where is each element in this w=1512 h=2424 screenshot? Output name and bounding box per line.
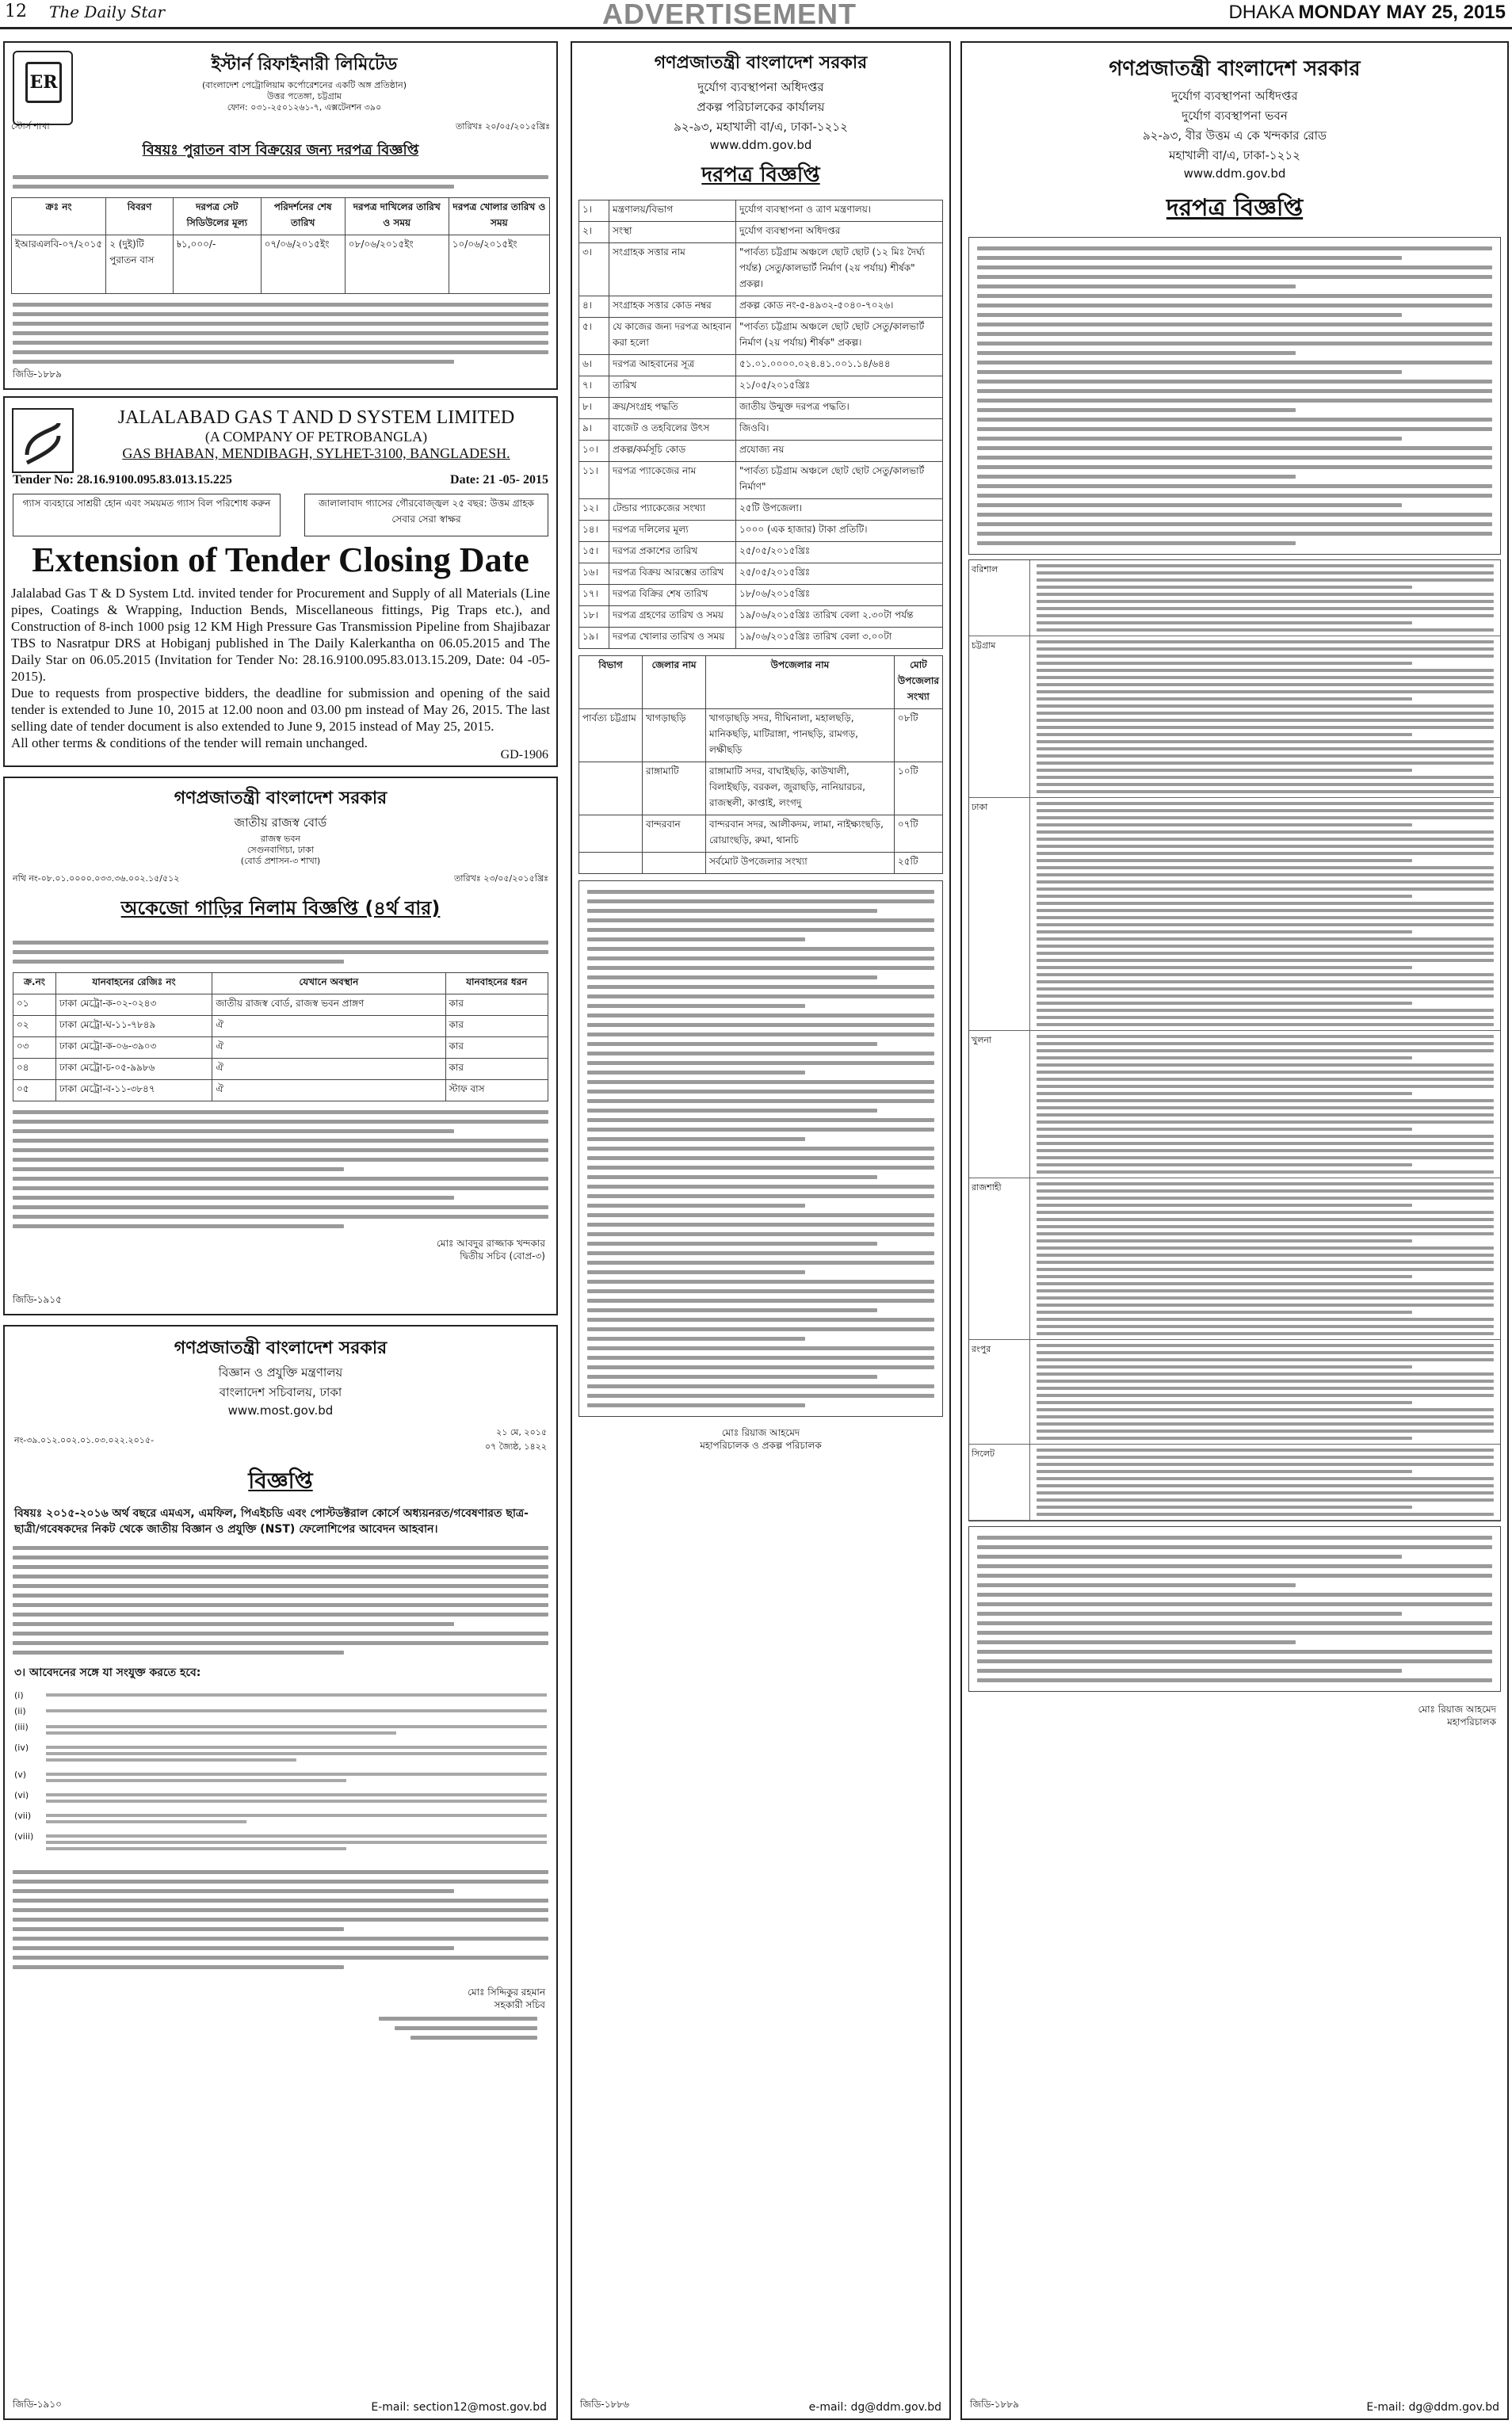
nbr-td: ঢাকা মেট্রো-ব-১১-৩৮৪৭: [55, 1080, 212, 1101]
ddm1-district-th: জেলার নাম: [643, 656, 706, 709]
most-office: বাংলাদেশ সচিবালয়, ঢাকা: [219, 1385, 342, 1399]
ddm2-division-table: [968, 559, 1501, 1521]
ddm1-cell: ৫।: [579, 318, 609, 355]
ddm1-district-cell: সর্বমোট উপজেলার সংখ্যা: [706, 853, 895, 874]
jgtd-body-1: Jalalabad Gas T & D System Ltd. invited tender for Procurement and Supply of all Materials (Line pipes, Coatings & Wrapping, Induction Bends, Miscellaneous fittings, Pig Traps etc.), and Construction of 8-inch 1000 psig 12 KM High Pressure Gas Transmission Pipeline from Shajibazar TBS to Nasratpur DRS at Hobiganj published in The Daily Kalerkantha on 06.05.2015 and The Daily Star on 06.05.2015 (Invitation for Tender No: 28.16.9100.095.83.013.15.209, Date: 04 -05- 2015).: [11, 586, 550, 684]
ddm2-division-row: [969, 1445, 1500, 1521]
ddm2-division-row: [969, 1031, 1500, 1178]
page-header: [0, 0, 1512, 29]
ddm1-district-cell: বান্দরবান সদর, আলীকদম, লামা, নাইক্ষ্যংছড়ি, রোয়াংছড়ি, রুমা, থানচি: [706, 815, 895, 853]
nbr-td: ঢাকা মেট্রো-ক-০২-০২৪৩: [55, 994, 212, 1016]
ddm1-cell: বাজেট ও তহবিলের উৎস: [609, 419, 736, 441]
ddm2-signatory-title: মহাপরিচালক: [1447, 1716, 1496, 1727]
ddm1-district-th: বিভাগ: [579, 656, 643, 709]
jgtd-tender-no: Tender No: 28.16.9100.095.83.013.15.225: [13, 473, 232, 487]
ddm1-district-cell: ২৫টি: [894, 853, 942, 874]
ddm2-title: দরপত্র বিজ্ঞপ্তি: [1166, 194, 1304, 222]
ddm1-cell: দরপত্র বিক্রির শেষ তারিখ: [609, 585, 736, 606]
nbr-signatory-title: দ্বিতীয় সচিব (বোপ্র-৩): [460, 1250, 545, 1262]
ddm1-district-cell: [579, 853, 643, 874]
nbr-th: যানবাহনের রেজিঃ নং: [55, 973, 212, 994]
jgtd-date: Date: 21 -05- 2015: [450, 473, 548, 487]
ddm1-cell: ৭।: [579, 376, 609, 398]
ddm1-district-cell: রাঙ্গামাটি সদর, বাঘাইছড়ি, কাউখালী, বিলাইছড়ি, বরকল, জুরাছড়ি, নানিয়ারচর, রাজস্থলী, কাপ্তাই, লংগদু: [706, 762, 895, 815]
ddm1-district-table: [578, 655, 943, 874]
ddm1-district-cell: ১০টি: [894, 762, 942, 815]
nbr-building: রাজস্ব ভবন: [260, 834, 301, 844]
erl-th: পরিদর্শনের শেষ তারিখ: [261, 198, 345, 235]
ddm1-cell: টেন্ডার প্যাকেজের সংখ্যা: [609, 499, 736, 521]
jgtd-body-3: All other terms & conditions of the tender will remain unchanged.: [11, 735, 368, 750]
ddm1-row: [579, 222, 943, 243]
nbr-dept: (বোর্ড প্রশাসন-৩ শাখা): [240, 856, 321, 866]
erl-th: বিবরণ: [106, 198, 174, 235]
ddm1-cell: ৮।: [579, 398, 609, 419]
ddm1-cell: ৪।: [579, 296, 609, 318]
nbr-td: ০২: [13, 1016, 56, 1037]
ddm1-website: www.ddm.gov.bd: [709, 138, 812, 152]
ddm1-district-cell: [579, 815, 643, 853]
ad-ddm-tender-1: [571, 41, 951, 2420]
ddm1-cell: জিওবি।: [736, 419, 943, 441]
ddm1-row: [579, 542, 943, 563]
ddm1-row: [579, 355, 943, 376]
ddm1-table: [578, 200, 943, 649]
nbr-th: ক্র.নং: [13, 973, 56, 994]
nbr-td: ০৪: [13, 1059, 56, 1080]
ddm1-cell: দুর্যোগ ব্যবস্থাপনা অধিদপ্তর: [736, 222, 943, 243]
ddm1-district-cell: [643, 853, 706, 874]
most-list-num: (v): [14, 1769, 27, 1780]
nbr-gov: গণপ্রজাতন্ত্রী বাংলাদেশ সরকার: [174, 788, 388, 808]
ddm1-cell: ৯।: [579, 419, 609, 441]
dateline-city: DHAKA: [1228, 2, 1293, 23]
nbr-title: অকেজো গাড়ির নিলাম বিজ্ঞপ্তি (৪র্থ বার): [120, 897, 441, 919]
ddm1-row: [579, 200, 943, 222]
nbr-td: ঢাকা মেট্রো-চ-০৫-৯৯৮৬: [55, 1059, 212, 1080]
ddm1-cell: দরপত্র বিক্রয় আরম্ভের তারিখ: [609, 563, 736, 585]
ddm1-cell: ক্রয়/সংগ্রহ পদ্ধতি: [609, 398, 736, 419]
nbr-code: জিডি-১৯১৫: [13, 1294, 62, 1305]
ddm1-cell: দরপত্র প্যাকেজের নাম: [609, 462, 736, 499]
ddm2-code: জিডি-১৮৮৯: [970, 2399, 1019, 2410]
ddm1-signatory: মোঃ রিয়াজ আহমেদ: [721, 1427, 800, 1438]
ddm1-row: [579, 628, 943, 649]
ddm1-row: [579, 606, 943, 628]
ddm1-cell: "পার্বত্য চট্টগ্রাম অঞ্চলে ছোট ছোট (১২ মিঃ দৈর্ঘ্য পর্যন্ত) সেতু/কালভার্ট নির্মাণ (২য় পর্যায়) শীর্ষক" প্রকল্প।: [736, 243, 943, 296]
erl-phone: ফোন: ০৩১-২৫০১২৬১-৭, এক্সটেনশন ৩৯০: [227, 102, 382, 113]
erl-td: ০৮/০৬/২০১৫ইং: [345, 235, 449, 294]
jgtd-title: Extension of Tender Closing Date: [32, 540, 529, 579]
ddm2-website: www.ddm.gov.bd: [1183, 166, 1286, 181]
ddm2-division-name: ঢাকা: [969, 798, 1030, 1030]
ddm2-division-name: চট্টগ্রাম: [969, 636, 1030, 797]
nbr-date: তারিখঃ ২৩/০৫/২০১৫খ্রিঃ: [453, 873, 548, 884]
ddm1-cell: ১১।: [579, 462, 609, 499]
ddm1-district-row: [579, 762, 943, 815]
ddm1-district-cell: খাগড়াছড়ি সদর, দীঘিনালা, মহালছড়ি, মানিকছড়ি, মাটিরাঙ্গা, পানছড়ি, রামগড়, লক্ষীছড়ি: [706, 709, 895, 762]
nbr-td: ঢাকা মেট্রো-ঘ-১১-৭৮৪৯: [55, 1016, 212, 1037]
ddm2-summary-table: [968, 237, 1501, 555]
most-date-2: ০৭ জ্যৈষ্ঠ, ১৪২২: [484, 1441, 547, 1452]
ddm1-row: [579, 563, 943, 585]
ddm1-district-cell: ০৭টি: [894, 815, 942, 853]
most-list-num: (i): [14, 1690, 24, 1701]
ddm1-cell: ১০।: [579, 441, 609, 462]
ddm1-cell: ১৭।: [579, 585, 609, 606]
most-ministry: বিজ্ঞান ও প্রযুক্তি মন্ত্রণালয়: [218, 1365, 343, 1380]
ad-most-fellowship: [3, 1325, 558, 2420]
most-signatory: মোঃ সিদ্দিকুর রহমান: [468, 1987, 545, 1998]
ddm1-row: [579, 462, 943, 499]
ddm1-cell: সংগ্রাহক সত্তার নাম: [609, 243, 736, 296]
ddm1-title: দরপত্র বিজ্ঞপ্তি: [701, 163, 820, 187]
dateline-date: MONDAY MAY 25, 2015: [1298, 2, 1506, 23]
nbr-table: [13, 972, 548, 1101]
most-signatory-title: সহকারী সচিব: [494, 1999, 545, 2010]
nbr-td: জাতীয় রাজস্ব বোর্ড, রাজস্ব ভবন প্রাঙ্গণ: [212, 994, 445, 1016]
erl-company: ইস্টার্ন রিফাইনারী লিমিটেড: [211, 55, 398, 74]
ddm1-district-cell: ০৮টি: [894, 709, 942, 762]
ddm1-row: [579, 398, 943, 419]
ddm1-row: [579, 499, 943, 521]
ddm1-cell: ১০০০ (এক হাজার) টাকা প্রতিটি।: [736, 521, 943, 542]
most-list-num: (vii): [14, 1811, 32, 1821]
ddm1-code: জিডি-১৮৮৬: [580, 2399, 629, 2410]
jgtd-code: GD-1906: [500, 748, 548, 762]
nbr-ref: নথি নং-০৮.০১.০০০০.০৩৩.৩৬.০০২.১৫/৫১২: [13, 873, 180, 884]
paper-name: The Daily Star: [49, 2, 166, 21]
ddm1-address: ৯২-৯৩, মহাখালী বা/এ, ঢাকা-১২১২: [674, 120, 848, 134]
ddm1-district-cell: রাঙ্গামাটি: [643, 762, 706, 815]
ddm2-division-name: রংপুর: [969, 1340, 1030, 1444]
ddm1-cell: ৫১.০১.০০০০.০২৪.৪১.০০১.১৪/৬৪৪: [736, 355, 943, 376]
most-date-1: ২১ মে, ২০১৫: [496, 1427, 547, 1437]
ddm1-row: [579, 243, 943, 296]
ddm1-cell: জাতীয় উন্মুক্ত দরপত্র পদ্ধতি।: [736, 398, 943, 419]
nbr-td: কার: [445, 1059, 548, 1080]
nbr-td: ০৫: [13, 1080, 56, 1101]
nbr-th: যেখানে অবস্থান: [212, 973, 445, 994]
ddm2-division-row: [969, 636, 1500, 798]
nbr-td: ০৩: [13, 1037, 56, 1059]
erl-th: দরপত্র সেট সিডিউলের মূল্য: [173, 198, 261, 235]
most-ref: নং-৩৯.০১২.০০২.০১.০৩.০২২.২০১৫-: [14, 1435, 155, 1445]
nbr-place: সেগুনবাগিচা, ঢাকা: [246, 845, 315, 855]
ddm2-address2: মহাখালী বা/এ, ঢাকা-১২১২: [1169, 148, 1300, 162]
erl-th: দরপত্র দাখিলের তারিখ ও সময়: [345, 198, 449, 235]
ddm2-division-row: [969, 1178, 1500, 1340]
jgtd-slogan-right: জালালাবাদ গ্যাসের গৌরবোজ্জ্বল ২৫ বছর: উত্তম গ্রাহক সেবার সেরা স্বাক্ষর: [304, 494, 548, 536]
ddm1-district-th: উপজেলার নাম: [706, 656, 895, 709]
jgtd-logo: [11, 407, 74, 474]
nbr-td: কার: [445, 994, 548, 1016]
ddm1-district-th: মোট উপজেলার সংখ্যা: [894, 656, 942, 709]
ddm2-org: দুর্যোগ ব্যবস্থাপনা অধিদপ্তর: [1171, 89, 1298, 103]
erl-td: ২ (দুই)টি পুরাতন বাস: [106, 235, 174, 294]
ddm1-cell: প্রকল্প কোড নং-৫-৪৯৩২-৫০৪০-৭০২৬।: [736, 296, 943, 318]
ddm1-cell: "পার্বত্য চট্টগ্রাম অঞ্চলে ছোট ছোট সেতু/কালভার্ট নির্মাণ": [736, 462, 943, 499]
ddm1-cell: সংস্থা: [609, 222, 736, 243]
ddm1-cell: দরপত্র খোলার তারিখ ও সময়: [609, 628, 736, 649]
ddm1-cell: ১৬।: [579, 563, 609, 585]
nbr-org: জাতীয় রাজস্ব বোর্ড: [234, 815, 327, 830]
erl-td: ৳১,০০০/-: [173, 235, 261, 294]
ddm2-division-name: বরিশাল: [969, 560, 1030, 636]
ddm1-org: দুর্যোগ ব্যবস্থাপনা অধিদপ্তর: [697, 80, 824, 94]
erl-code: জিডি-১৮৮৯: [13, 368, 62, 380]
ad-ddm-tender-2: [960, 41, 1509, 2420]
erl-td: ১০/০৬/২০১৫ইং: [449, 235, 549, 294]
ddm1-cell: প্রযোজ্য নয়: [736, 441, 943, 462]
ddm2-division-row: [969, 560, 1500, 636]
nbr-td: ০১: [13, 994, 56, 1016]
section-title: ADVERTISEMENT: [602, 0, 857, 30]
dateline: [1228, 2, 1506, 24]
ddm2-division-name: রাজশাহী: [969, 1178, 1030, 1339]
most-list-heading: ৩। আবেদনের সঙ্গে যা সংযুক্ত করতে হবে:: [14, 1666, 201, 1679]
ddm2-division-row: [969, 798, 1500, 1031]
most-website: www.most.gov.bd: [227, 1403, 334, 1418]
ddm1-district-cell: পার্বত্য চট্টগ্রাম: [579, 709, 643, 762]
ddm1-row: [579, 376, 943, 398]
erl-td: ইআরএলবি-০৭/২০১৫: [12, 235, 106, 294]
ddm1-district-cell: [579, 762, 643, 815]
nbr-td: ঐ: [212, 1016, 445, 1037]
most-title: বিজ্ঞপ্তি: [248, 1468, 313, 1494]
ddm1-cell: যে কাজের জন্য দরপত্র আহবান করা হলো: [609, 318, 736, 355]
erl-title: বিষয়ঃ পুরাতন বাস বিক্রয়ের জন্য দরপত্র বিজ্ঞপ্তি: [142, 142, 419, 158]
ddm2-email: E-mail: dg@ddm.gov.bd: [1366, 2401, 1499, 2414]
erl-address: উত্তর পতেঙ্গা, চট্টগ্রাম: [266, 91, 342, 101]
ad-nbr-auction: [3, 777, 558, 1315]
page-number: 12: [5, 2, 27, 21]
ddm1-cell: সংগ্রাহক সত্তার কোড নম্বর: [609, 296, 736, 318]
ddm1-district-row: [579, 709, 943, 762]
ddm2-division-row: [969, 1340, 1500, 1445]
ddm1-cell: মন্ত্রণালয়/বিভাগ: [609, 200, 736, 222]
ddm1-cell: দরপত্র প্রকাশের তারিখ: [609, 542, 736, 563]
ddm1-cell: দরপত্র দলিলের মূল্য: [609, 521, 736, 542]
ddm1-district-cell: খাগড়াছড়ি: [643, 709, 706, 762]
nbr-td: কার: [445, 1016, 548, 1037]
ddm1-cell: ১৮/০৬/২০১৫খ্রিঃ: [736, 585, 943, 606]
ddm1-cell: ১৫।: [579, 542, 609, 563]
ddm1-cell: দরপত্র আহবানের সূত্র: [609, 355, 736, 376]
erl-parent: (বাংলাদেশ পেট্রোলিয়াম কর্পোরেশনের একটি অঙ্গ প্রতিষ্ঠান): [201, 80, 407, 90]
ddm1-cell: ২৫/০৫/২০১৫খ্রিঃ: [736, 542, 943, 563]
ddm1-cell: ১।: [579, 200, 609, 222]
most-list-num: (ii): [14, 1706, 26, 1716]
ddm2-gov: গণপ্রজাতন্ত্রী বাংলাদেশ সরকার: [1109, 57, 1361, 81]
ddm1-cell: ২৫টি উপজেলা।: [736, 499, 943, 521]
nbr-signatory: মোঃ আবদুর রাজ্জাক খন্দকার: [437, 1238, 545, 1249]
jgtd-company: JALALABAD GAS T AND D SYSTEM LIMITED: [117, 407, 515, 428]
ddm1-cell: দরপত্র গ্রহণের তারিখ ও সময়: [609, 606, 736, 628]
ddm2-signatory: মোঃ রিয়াজ আহমেদ: [1418, 1704, 1496, 1715]
ddm1-row: [579, 441, 943, 462]
nbr-td: স্টাফ বাস: [445, 1080, 548, 1101]
ddm1-gov: গণপ্রজাতন্ত্রী বাংলাদেশ সরকার: [654, 53, 868, 73]
erl-date: তারিখঃ ২০/০৫/২০১৫খ্রিঃ: [455, 121, 550, 132]
ddm1-cell: ১৯/০৬/২০১৫খ্রিঃ তারিখ বেলা ৩.০০টা: [736, 628, 943, 649]
jgtd-body-2: Due to requests from prospective bidders, the deadline for submission and opening of the said tender is extended to June 10, 2015 at 12.00 noon and 03.00 pm instead of May 26, 2015. The last selling date of tender document is also extended to June 9, 2015 instead of May 25, 2015.: [11, 685, 550, 734]
nbr-td: ঐ: [212, 1080, 445, 1101]
nbr-td: কার: [445, 1037, 548, 1059]
ddm2-division-name: খুলনা: [969, 1031, 1030, 1178]
most-subject: বিষয়ঃ ২০১৫-২০১৬ অর্থ বছরে এমএস, এমফিল, পিএইচডি এবং পোস্টডক্টরাল কোর্সে অধ্যয়নরত/গবেষণারত ছাত্র-ছাত্রী/গবেষকদের নিকট থেকে জাতীয় বিজ্ঞান ও প্রযুক্তি (NST) ফেলোশিপের আবেদন আহবান।: [14, 1507, 529, 1536]
erl-logo: ER: [13, 51, 73, 125]
ddm1-cell: ১৪।: [579, 521, 609, 542]
ddm1-cell: ৩।: [579, 243, 609, 296]
erl-td: ০৭/০৬/২০১৫ইং: [261, 235, 345, 294]
ddm1-row: [579, 419, 943, 441]
ddm1-cell: ৬।: [579, 355, 609, 376]
ddm1-email: e-mail: dg@ddm.gov.bd: [808, 2401, 941, 2414]
ddm1-cell: দুর্যোগ ব্যবস্থাপনা ও ত্রাণ মন্ত্রণালয়।: [736, 200, 943, 222]
ddm1-row: [579, 521, 943, 542]
nbr-td: ঐ: [212, 1037, 445, 1059]
ddm1-row: [579, 296, 943, 318]
ddm1-cell: ১৮।: [579, 606, 609, 628]
jgtd-address: GAS BHABAN, MENDIBAGH, SYLHET-3100, BANGLADESH.: [122, 445, 510, 461]
ddm1-cell: ২১/০৫/২০১৫খ্রিঃ: [736, 376, 943, 398]
ad-eastern-refinery: [3, 41, 558, 390]
ad-jalalabad-gas: [3, 396, 558, 767]
most-list-num: (iv): [14, 1743, 29, 1753]
ddm1-cell: ১৯/০৬/২০১৫খ্রিঃ তারিখ বেলা ২.৩০টা পর্যন্ত: [736, 606, 943, 628]
most-list-num: (viii): [14, 1831, 34, 1842]
ddm1-cell: ২।: [579, 222, 609, 243]
most-list-num: (iii): [14, 1722, 29, 1732]
erl-th: ক্রঃ নং: [12, 198, 106, 235]
ddm1-row: [579, 318, 943, 355]
erl-th: দরপত্র খোলার তারিখ ও সময়: [449, 198, 549, 235]
ddm1-district-cell: বান্দরবান: [643, 815, 706, 853]
ddm1-cell: ২৫/০৫/২০১৫খ্রিঃ: [736, 563, 943, 585]
nbr-td: ঐ: [212, 1059, 445, 1080]
nbr-th: যানবাহনের ধরন: [445, 973, 548, 994]
ddm1-cell: ১৯।: [579, 628, 609, 649]
ddm1-row: [579, 585, 943, 606]
ddm1-signatory-title: মহাপরিচালক ও প্রকল্প পরিচালক: [700, 1440, 822, 1451]
nbr-td: ঢাকা মেট্রো-ক-০৬-৩৯০৩: [55, 1037, 212, 1059]
ddm2-address: ৯২-৯৩, বীর উত্তম এ কে খন্দকার রোড: [1142, 128, 1327, 143]
ddm1-cell: প্রকল্প/কর্মসূচি কোড: [609, 441, 736, 462]
jgtd-slogan-left: গ্যাস ব্যবহারে সাশ্রয়ী হোন এবং সময়মত গ্যাস বিল পরিশোধ করুন: [13, 494, 281, 536]
ddm2-division-name: সিলেট: [969, 1445, 1030, 1520]
jgtd-parent: (A COMPANY OF PETROBANGLA): [204, 429, 428, 445]
ddm1-district-row: [579, 853, 943, 874]
most-email: E-mail: section12@most.gov.bd: [371, 2401, 547, 2414]
ddm2-building: দুর্যোগ ব্যবস্থাপনা ভবন: [1182, 109, 1288, 123]
most-code: জিডি-১৯১০: [13, 2399, 62, 2410]
most-gov: গণপ্রজাতন্ত্রী বাংলাদেশ সরকার: [174, 1338, 388, 1358]
ddm1-cell: তারিখ: [609, 376, 736, 398]
most-list-num: (vi): [14, 1790, 29, 1800]
ddm1-cell: ১২।: [579, 499, 609, 521]
ddm1-dept: প্রকল্প পরিচালকের কার্যালয়: [697, 100, 825, 114]
erl-dept: স্টোর্স শাখা: [11, 121, 50, 132]
ddm1-cell: "পার্বত্য চট্টগ্রাম অঞ্চলে ছোট ছোট সেতু/কালভার্ট নির্মাণ (২য় পর্যায়) শীর্ষক" প্রকল্প।: [736, 318, 943, 355]
ddm1-district-row: [579, 815, 943, 853]
erl-table: [11, 197, 550, 294]
